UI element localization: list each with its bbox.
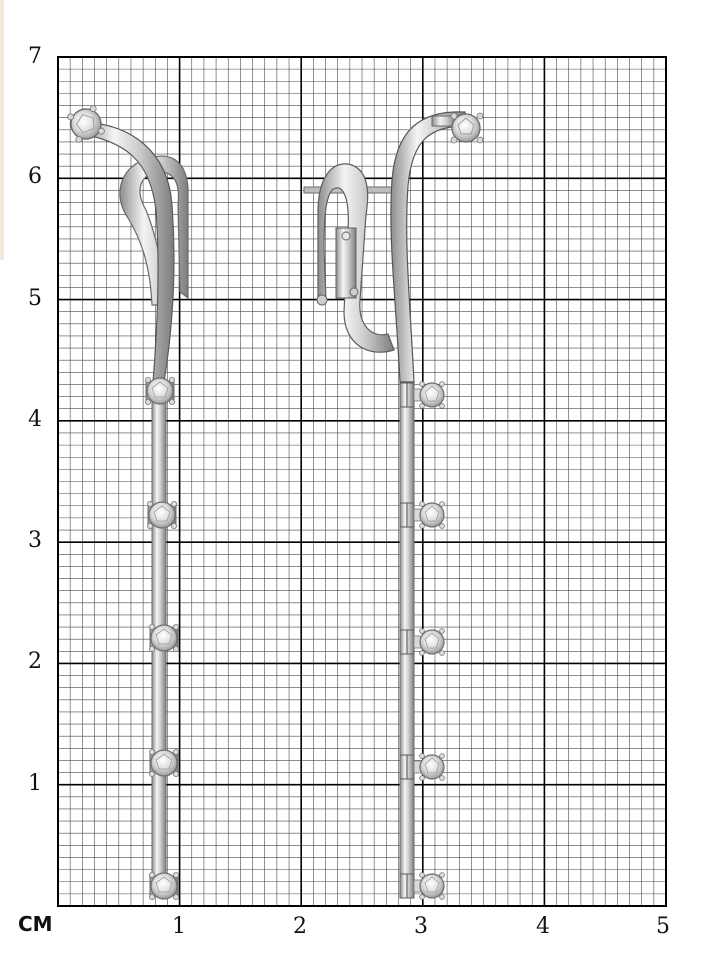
x-tick-4: 4: [536, 914, 550, 939]
x-tick-2: 2: [293, 914, 307, 939]
unit-label: СМ: [18, 912, 53, 936]
y-tick-1: 1: [28, 771, 42, 796]
y-tick-5: 5: [28, 286, 42, 311]
y-tick-4: 4: [28, 407, 42, 432]
x-tick-3: 3: [414, 914, 428, 939]
x-tick-5: 5: [656, 914, 670, 939]
y-tick-2: 2: [28, 649, 42, 674]
y-tick-6: 6: [28, 164, 42, 189]
y-tick-3: 3: [28, 528, 42, 553]
x-tick-1: 1: [172, 914, 186, 939]
y-tick-7: 7: [28, 44, 42, 69]
